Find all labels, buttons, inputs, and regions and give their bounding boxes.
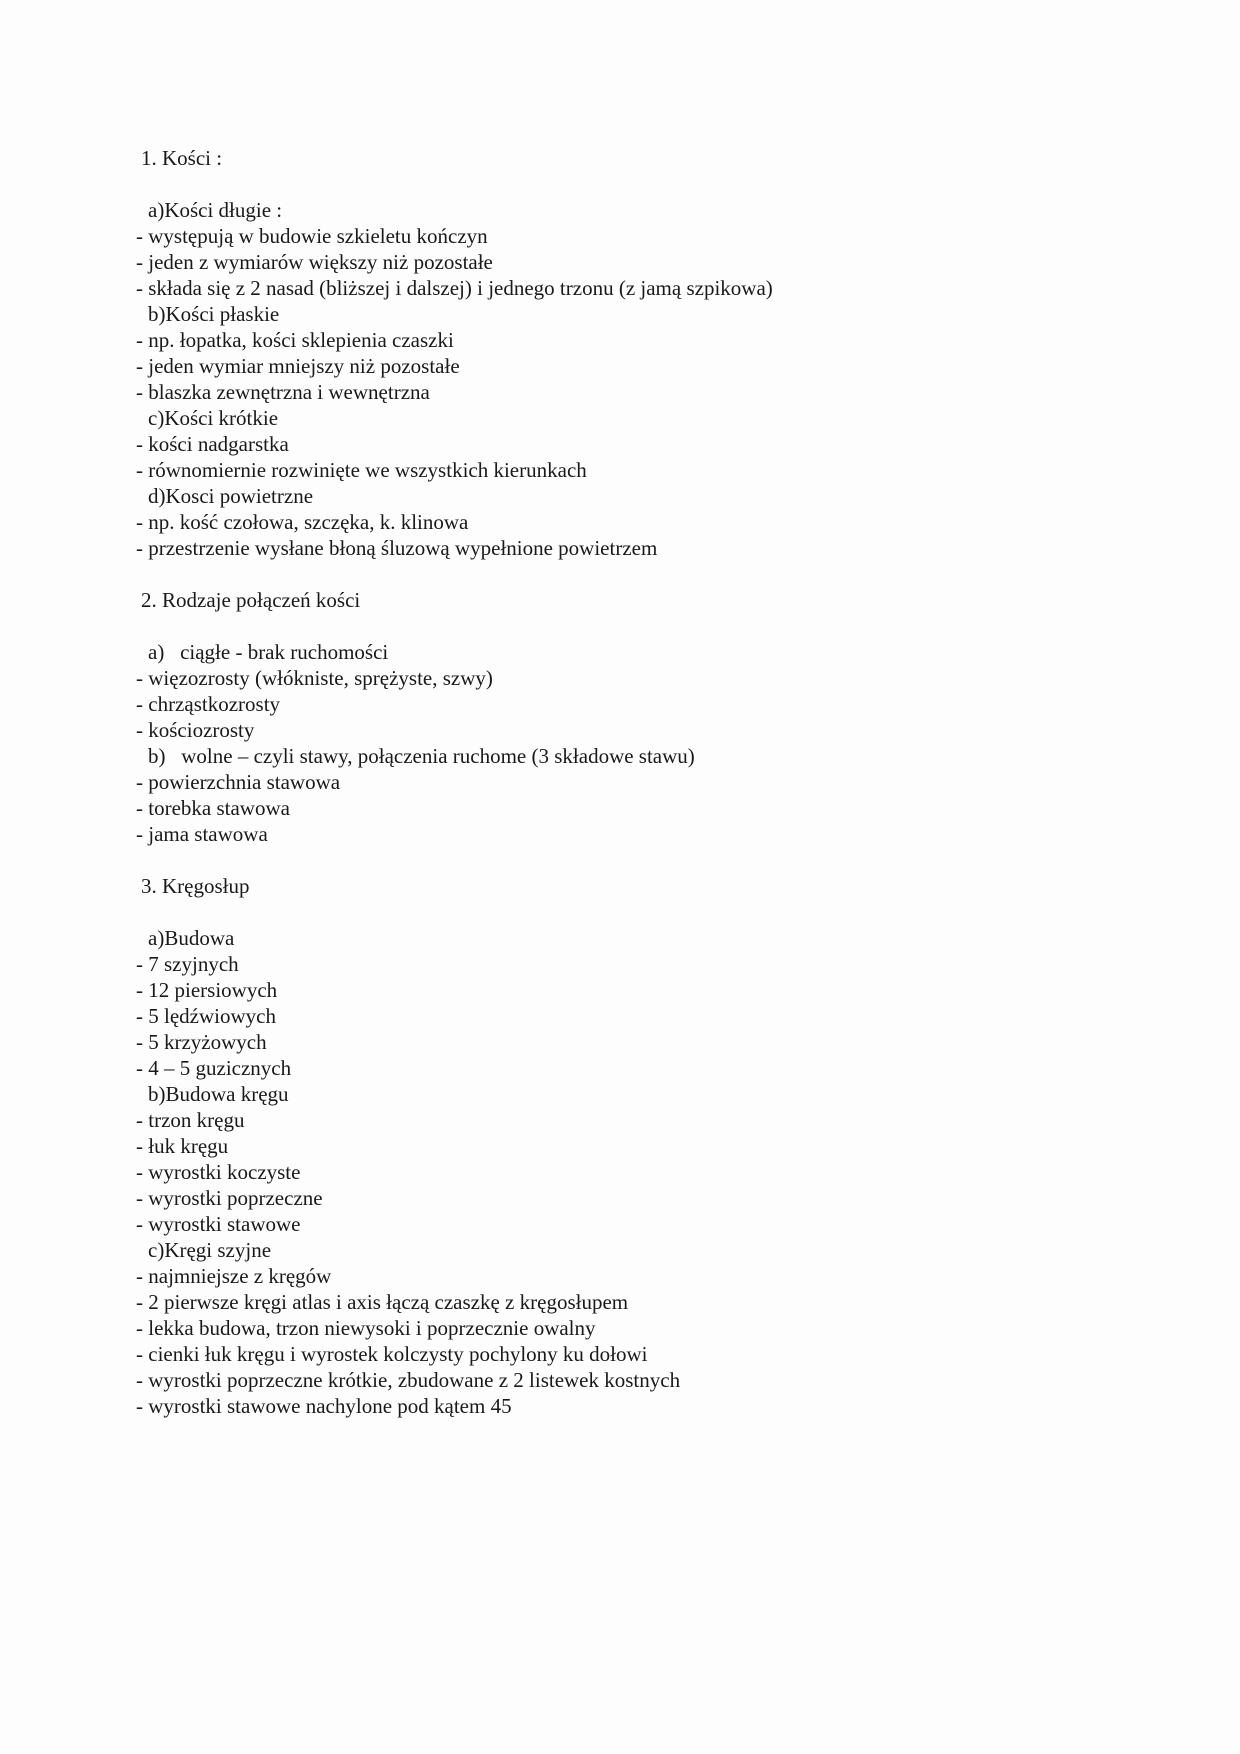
list-item-dash: - kości nadgarstka — [136, 432, 289, 456]
list-item-dash: - wyrostki koczyste — [136, 1160, 301, 1184]
document-section-1 — [136, 145, 1150, 561]
list-item-dash: - 2 pierwsze kręgi atlas i axis łączą czaszkę z kręgosłupem — [136, 1290, 629, 1314]
list-item-dash: - 4 – 5 guzicznych — [136, 1056, 292, 1080]
document-section-3 — [136, 873, 1150, 1419]
list-item-letter: d)Kosci powietrzne — [148, 484, 314, 508]
list-item-dash: - 5 krzyżowych — [136, 1030, 267, 1054]
list-item-dash: - np. kość czołowa, szczęka, k. klinowa — [136, 510, 469, 534]
list-item-dash: - kościozrosty — [136, 718, 255, 742]
list-item-dash: - np. łopatka, kości sklepienia czaszki — [136, 328, 454, 352]
list-item-dash: - trzon kręgu — [136, 1108, 245, 1132]
list-item-letter: c)Kości krótkie — [148, 406, 279, 430]
document-section-2 — [136, 587, 1150, 847]
list-item-letter: b) wolne – czyli stawy, połączenia ruchome (3 składowe stawu) — [148, 744, 695, 768]
section-heading: 3. Kręgosłup — [141, 874, 250, 898]
list-item-dash: - blaszka zewnętrzna i wewnętrzna — [136, 380, 430, 404]
list-item-dash: - jama stawowa — [136, 822, 268, 846]
section-heading: 2. Rodzaje połączeń kości — [141, 588, 361, 612]
list-item-letter: a)Kości długie : — [148, 198, 283, 222]
list-item-dash: - 12 piersiowych — [136, 978, 278, 1002]
list-item-dash: - wyrostki poprzeczne — [136, 1186, 323, 1210]
list-item-dash: - 7 szyjnych — [136, 952, 239, 976]
list-item-dash: - wyrostki stawowe nachylone pod kątem 45 — [136, 1394, 512, 1418]
list-item-letter: a) ciągłe - brak ruchomości — [148, 640, 389, 664]
list-item-dash: - równomiernie rozwinięte we wszystkich kierunkach — [136, 458, 587, 482]
list-item-dash: - więzozrosty (włókniste, sprężyste, szwy) — [136, 666, 493, 690]
list-item-dash: - najmniejsze z kręgów — [136, 1264, 332, 1288]
list-item-dash: - występują w budowie szkieletu kończyn — [136, 224, 488, 248]
section-heading: 1. Kości : — [141, 146, 223, 170]
list-item-dash: - wyrostki poprzeczne krótkie, zbudowane z 2 listewek kostnych — [136, 1368, 681, 1392]
list-item-dash: - 5 lędźwiowych — [136, 1004, 276, 1028]
list-item-dash: - torebka stawowa — [136, 796, 290, 820]
list-item-dash: - przestrzenie wysłane błoną śluzową wypełnione powietrzem — [136, 536, 658, 560]
list-item-dash: - składa się z 2 nasad (bliższej i dalszej) i jednego trzonu (z jamą szpikowa) — [136, 276, 773, 300]
list-item-dash: - powierzchnia stawowa — [136, 770, 341, 794]
list-item-letter: a)Budowa — [148, 926, 235, 950]
list-item-dash: - jeden wymiar mniejszy niż pozostałe — [136, 354, 460, 378]
list-item-letter: b)Kości płaskie — [148, 302, 280, 326]
list-item-dash: - chrząstkozrosty — [136, 692, 281, 716]
list-item-dash: - wyrostki stawowe — [136, 1212, 301, 1236]
list-item-dash: - lekka budowa, trzon niewysoki i poprzecznie owalny — [136, 1316, 596, 1340]
list-item-letter: c)Kręgi szyjne — [148, 1238, 272, 1262]
list-item-dash: - cienki łuk kręgu i wyrostek kolczysty pochylony ku dołowi — [136, 1342, 648, 1366]
list-item-dash: - jeden z wymiarów większy niż pozostałe — [136, 250, 493, 274]
list-item-letter: b)Budowa kręgu — [148, 1082, 289, 1106]
list-item-dash: - łuk kręgu — [136, 1134, 229, 1158]
